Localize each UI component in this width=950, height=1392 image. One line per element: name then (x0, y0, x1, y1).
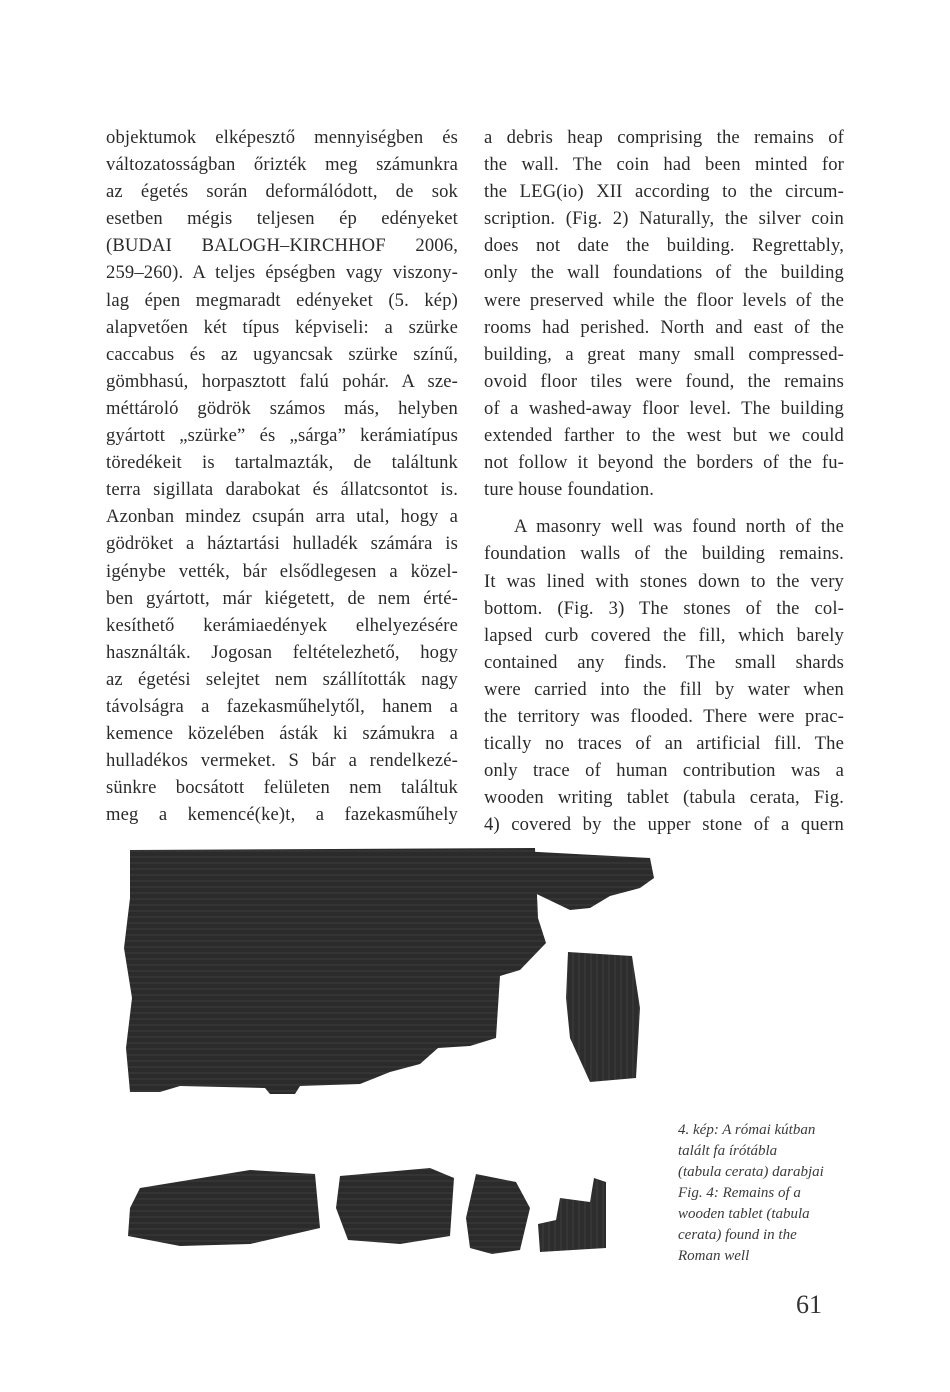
text-line: lag épen megmaradt edényeket (5. kép) (106, 289, 458, 311)
text-line: terra sigillata darabokat és állatcsontot is. (106, 479, 458, 501)
text-line: használták. Jogosan feltételezhető, hogy (106, 641, 458, 663)
caption-line: talált fa írótábla (678, 1143, 778, 1159)
right-text-column (484, 124, 844, 838)
paragraph-gap (484, 503, 844, 513)
text-line: bottom. (Fig. 3) The stones of the col- (484, 597, 844, 619)
text-line: alapvetően két típus képviseli: a szürke (106, 316, 458, 338)
tablet-fragment-bottom-center-right (466, 1174, 530, 1254)
text-line: were preserved while the floor levels of the (484, 289, 844, 311)
text-line: változatosságban őrizték meg számunkra (106, 154, 458, 176)
text-line: A masonry well was found north of the (514, 516, 844, 538)
text-line: tically no traces of an artificial fill. The (484, 733, 844, 755)
text-line: only the wall foundations of the building (484, 262, 844, 284)
text-line: hulladékos vermeket. S bár a rendelkezé- (106, 750, 458, 772)
text-line: Azonban mindez csupán arra utal, hogy a (106, 506, 458, 528)
text-line: foundation walls of the building remains. (484, 543, 844, 565)
text-line: esetben mégis teljesen ép edényeket (106, 208, 458, 230)
text-line: wooden writing tablet (tabula cerata, Fig. (484, 787, 844, 809)
text-line: scription. (Fig. 2) Naturally, the silver coin (484, 208, 844, 230)
text-line: gödröket a háztartási hulladék számára is (106, 533, 458, 555)
text-line: extended farther to the west but we could (484, 425, 844, 447)
text-line: rooms had perished. North and east of the (484, 316, 844, 338)
text-line: It was lined with stones down to the very (484, 570, 844, 592)
text-line: kemence közelében ásták ki számukra a (106, 723, 458, 745)
caption-line: wooden tablet (tabula (678, 1206, 810, 1222)
text-line: lapsed curb covered the fill, which barely (484, 624, 844, 646)
text-line: az égetési selejtet nem szállították nagy (106, 668, 458, 690)
figure-caption (678, 1120, 848, 1267)
text-line: only trace of human contribution was a (484, 760, 844, 782)
caption-line: Roman well (678, 1248, 750, 1264)
text-line: méttároló gödrök számos más, helyben (106, 397, 458, 419)
caption-line: Fig. 4: Remains of a (678, 1185, 801, 1201)
tablet-fragments-photo (120, 848, 660, 1258)
page-number: 61 (796, 1290, 822, 1319)
text-line: 4) covered by the upper stone of a quern (484, 814, 844, 836)
text-line: the territory was flooded. There were prac- (484, 705, 844, 727)
left-text-column (106, 124, 458, 828)
text-line: (BUDAI BALOGH–KIRCHHOF 2006, (106, 235, 458, 257)
text-line: kesíthető kerámiaedények elhelyezésére (106, 614, 458, 636)
tablet-fragment-bottom-middle (336, 1168, 454, 1244)
tablet-fragment-middle-right (566, 952, 640, 1082)
text-line: a debris heap comprising the remains of (484, 127, 844, 148)
text-line: 259–260). A teljes épségben vagy viszony- (106, 262, 458, 284)
caption-line: (tabula cerata) darabjai (678, 1164, 824, 1180)
text-line: the wall. The coin had been minted for (484, 154, 844, 176)
caption-line: 4. kép: A római kútban (678, 1122, 816, 1138)
tablet-fragment-bottom-left (128, 1170, 320, 1246)
text-line: ovoid floor tiles were found, the remains (484, 370, 844, 392)
text-line: töredékeit is tartalmazták, de találtunk (106, 452, 458, 474)
text-line: the LEG(io) XII according to the circum- (484, 181, 844, 203)
text-line: igénybe vették, bár elsődlegesen a közel- (106, 560, 458, 582)
tablet-fragment-large (124, 848, 546, 1094)
text-line: caccabus és az ugyancsak szürke színű, (106, 343, 458, 365)
text-line: not follow it beyond the borders of the fu- (484, 452, 844, 474)
tablet-fragment-bottom-right (538, 1178, 606, 1252)
caption-line: cerata) found in the (678, 1227, 797, 1243)
text-line: az égetés során deformálódott, de sok (106, 181, 458, 203)
text-line: ben gyártott, már kiégetett, de nem érté- (106, 587, 458, 609)
text-line: meg a kemencé(ke)t, a fazekasműhely (106, 804, 458, 826)
text-line: of a washed-away floor level. The building (484, 397, 844, 419)
text-line: gömbhasú, horpasztott falú pohár. A sze- (106, 370, 458, 392)
text-line: ture house foundation. (484, 479, 655, 501)
text-line: were carried into the fill by water when (484, 678, 844, 700)
text-line: objektumok elképesztő mennyiségben és (106, 127, 458, 148)
text-line: sünkre bocsátott felületen nem találtuk (106, 777, 458, 799)
text-line: does not date the building. Regrettably, (484, 235, 844, 257)
text-line: távolságra a fazekasműhelytől, hanem a (106, 695, 458, 717)
text-line: gyártott „szürke” és „sárga” kerámiatípus (106, 425, 458, 447)
text-line: contained any finds. The small shards (484, 651, 844, 673)
text-line: building, a great many small compressed- (484, 343, 844, 365)
